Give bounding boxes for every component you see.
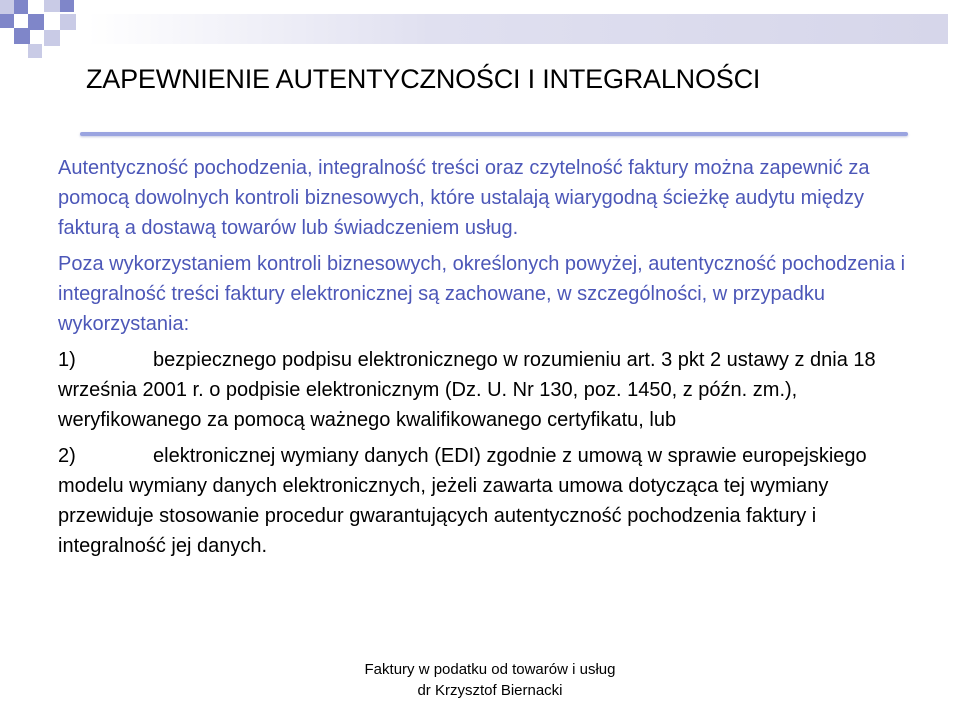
list-item-2-text: elektronicznej wymiany danych (EDI) zgodnie z umową w sprawie europejskiego modelu wymiany danych elektronicznych, jeżeli zawarta umowa dotycząca tej wymiany przewiduje stosowanie procedur gwarantujących autentyczność pochodzenia faktury i integralność jej danych. — [58, 445, 867, 557]
footer-course-title: Faktury w podatku od towarów i usług — [364, 661, 616, 678]
main-paragraph: Poza wykorzystaniem kontroli biznesowych, określonych powyżej, autentyczność pochodzenia i integralność treści faktury elektronicznej są zachowane, w szczególności, w przypadku wykorzystania: — [58, 253, 906, 335]
list-item-1 — [58, 345, 918, 435]
list-item-1-number: 1) — [58, 349, 76, 371]
header-gradient-bar — [88, 14, 948, 44]
intro-paragraph: Autentyczność pochodzenia, integralność treści oraz czytelność faktury można zapewnić za pomocą dowolnych kontroli biznesowych, które ustalają wiarygodną ścieżkę audytu między fakturą a dostawą towarów lub świadczeniem usług. — [58, 157, 870, 239]
list-item-2-number: 2) — [58, 445, 76, 467]
slide-content — [58, 153, 918, 567]
deco-square-8 — [14, 28, 30, 44]
footer-author: dr Krzysztof Biernacki — [417, 682, 563, 699]
slide-title: ZAPEWNIENIE AUTENTYCZNOŚCI I INTEGRALNOŚCI — [86, 64, 761, 94]
deco-square-6 — [28, 14, 44, 30]
deco-square-7 — [60, 14, 76, 30]
deco-square-10 — [28, 44, 42, 58]
deco-square-9 — [44, 30, 60, 46]
title-divider — [80, 132, 908, 136]
deco-square-4 — [60, 0, 74, 12]
deco-square-5 — [0, 14, 14, 28]
slide-footer — [320, 659, 660, 701]
deco-square-2 — [14, 0, 28, 14]
list-item-2 — [58, 441, 918, 561]
list-item-1-text: bezpiecznego podpisu elektronicznego w rozumieniu art. 3 pkt 2 ustawy z dnia 18 września 2001 r. o podpisie elektronicznym (Dz. U. Nr 130, poz. 1450, z późn. zm.), weryfikowanego za pomocą ważnego kwalifikowanego certyfikatu, lub — [58, 349, 876, 431]
deco-square-3 — [44, 0, 60, 12]
deco-square-1 — [0, 0, 14, 14]
